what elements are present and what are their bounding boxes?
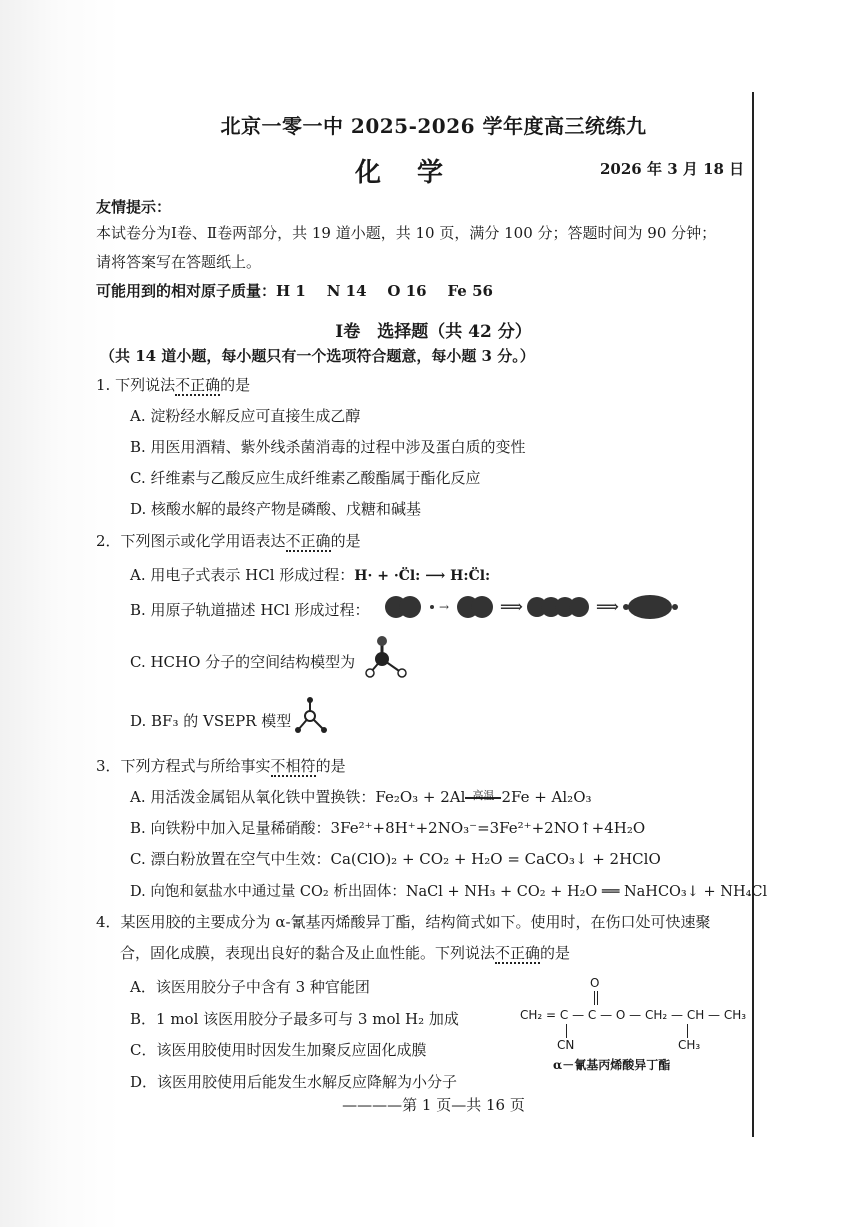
subject-title: 化学: [355, 158, 480, 188]
q3-option-d: D. 向饱和氨盐水中通过量 CO₂ 析出固体：NaCl + NH₃ + CO₂ + H₂O ══ NaHCO₃↓ + NH₄Cl: [130, 884, 768, 900]
stem-emphasis: 不正确: [495, 944, 541, 962]
stem-text: 2．下列图示或化学用语表达: [96, 532, 286, 550]
carbon-atom: [375, 652, 389, 666]
question-3-stem: [96, 755, 346, 776]
q3-option-c: C. 漂白粉放置在空气中生效：Ca(ClO)₂ + CO₂ + H₂O = CaCO₃↓ + 2HClO: [130, 850, 661, 868]
question-1-stem: [96, 374, 250, 395]
structure-double-bond: [597, 991, 599, 1005]
option-text: A. 用活泼金属铝从氧化铁中置换铁：Fe₂O₃ + 2Al: [130, 788, 466, 806]
hydrogen-atom: [398, 669, 406, 677]
q4-option-b: B．1 mol 该医用胶分子最多可与 3 mol H₂ 加成: [130, 1010, 459, 1028]
exam-title: 北京一零一中 2025-2026 学年度高三统练九: [220, 114, 647, 138]
q2-option-c: C. HCHO 分子的空间结构模型为: [130, 653, 356, 671]
molecular-orbital: [628, 595, 672, 619]
option-text: A. 用电子式表示 HCl 形成过程：: [130, 566, 355, 584]
bf3-model-figure: [294, 696, 330, 736]
stem-text: 的是: [220, 376, 251, 394]
q4-option-a: A．该医用胶分子中含有 3 种官能团: [130, 978, 370, 996]
stem-text: 3．下列方程式与所给事实: [96, 757, 271, 775]
q1-option-b: B. 用医用酒精、紫外线杀菌消毒的过程中涉及蛋白质的变性: [130, 438, 526, 456]
oxygen-atom: [377, 636, 387, 646]
page-footer: ————第 1 页—共 16 页: [342, 1096, 525, 1114]
q2-option-b: B. 用原子轨道描述 HCl 形成过程：: [130, 601, 370, 619]
structure-cn-group: CN: [557, 1038, 575, 1052]
q2-option-a: [130, 564, 490, 585]
orbital-lobe: [569, 597, 589, 617]
stem-text: 的是: [330, 532, 361, 550]
electron-dot-formula: H· + ·C̈l: ⟶ H:C̈l:: [354, 568, 491, 584]
atomic-mass-values: H 1 N 14 O 16 Fe 56: [276, 282, 493, 300]
q3-option-b: B. 向铁粉中加入足量稀硝酸：3Fe²⁺+8H⁺+2NO₃⁻=3Fe²⁺+2NO↑+4H₂O: [130, 819, 646, 837]
stem-text: 1. 下列说法: [96, 376, 176, 394]
orbital-lobe: [471, 596, 493, 618]
structure-bond: [687, 1024, 689, 1038]
section-note: （共 14 道小题，每小题只有一个选项符合题意，每小题 3 分。）: [100, 347, 535, 365]
fluorine-atom: [307, 697, 313, 703]
option-text: 2Fe + Al₂O₃: [501, 788, 592, 806]
tips-heading: 友情提示：: [96, 198, 172, 216]
atomic-mass-line: [96, 280, 493, 301]
h-s-orbital: [430, 605, 434, 609]
q1-option-c: C. 纤维素与乙酸反应生成纤维素乙酸酯属于酯化反应: [130, 469, 481, 487]
page-edge-line: [752, 92, 754, 1137]
tips-line-1: 本试卷分为Ⅰ卷、Ⅱ卷两部分，共 19 道小题，共 10 页，满分 100 分；答题时间为 90 分钟；: [96, 224, 717, 242]
stem-emphasis: 不正确: [175, 376, 221, 394]
question-4-stem-line-1: 4．某医用胶的主要成分为 α-氰基丙烯酸异丁酯，结构简式如下。使用时，在伤口处可快速聚: [96, 913, 711, 931]
q1-option-a: A. 淀粉经水解反应可直接生成乙醇: [130, 407, 361, 425]
structure-carbonyl-o: O: [590, 976, 600, 990]
q4-option-c: C．该医用胶使用时因发生加聚反应固化成膜: [130, 1041, 427, 1059]
orbital-node: [672, 604, 678, 610]
q4-option-d: D．该医用胶使用后能发生水解反应降解为小分子: [130, 1073, 458, 1091]
stem-emphasis: 不相符: [270, 757, 316, 775]
fluorine-atom: [321, 727, 327, 733]
stem-text: 的是: [315, 757, 346, 775]
q3-option-a: [130, 786, 592, 807]
structure-bond: [566, 1024, 568, 1038]
fluorine-atom: [295, 727, 301, 733]
structure-double-bond: [594, 991, 596, 1005]
hcho-model-figure: [364, 635, 410, 681]
stem-emphasis: 不正确: [285, 532, 331, 550]
question-4-stem-line-2: [120, 942, 570, 963]
arrow-glyph: ⟹: [596, 597, 619, 616]
arrow-glyph: →: [439, 600, 450, 614]
atomic-mass-label: 可能用到的相对原子质量：: [96, 282, 277, 300]
structure-caption: α－氰基丙烯酸异丁酯: [553, 1058, 671, 1072]
stem-text: 的是: [540, 944, 571, 962]
reaction-condition: [465, 789, 501, 802]
structure-methyl-group: CH₃: [678, 1038, 701, 1052]
structure-main-chain: CH₂ = C — C — O — CH₂ — CH — CH₃: [520, 1008, 747, 1022]
stem-text: 合，固化成膜，表现出良好的黏合及止血性能。下列说法: [120, 944, 496, 962]
boron-atom: [305, 711, 315, 721]
orbital-lobe: [399, 596, 421, 618]
arrow-glyph: ⟹: [500, 597, 523, 616]
tips-line-2: 请将答案写在答题纸上。: [96, 253, 262, 271]
q1-option-d: D. 核酸水解的最终产物是磷酸、戊糖和碱基: [130, 500, 422, 518]
question-2-stem: [96, 530, 361, 551]
exam-date: 2026 年 3 月 18 日: [600, 160, 745, 178]
section-title: Ⅰ卷 选择题（共 42 分）: [335, 322, 532, 342]
condition-text: 高温: [472, 789, 495, 802]
hydrogen-atom: [366, 669, 374, 677]
q2-option-d: D. BF₃ 的 VSEPR 模型: [130, 712, 292, 730]
orbital-overlap-figure: [382, 590, 682, 624]
